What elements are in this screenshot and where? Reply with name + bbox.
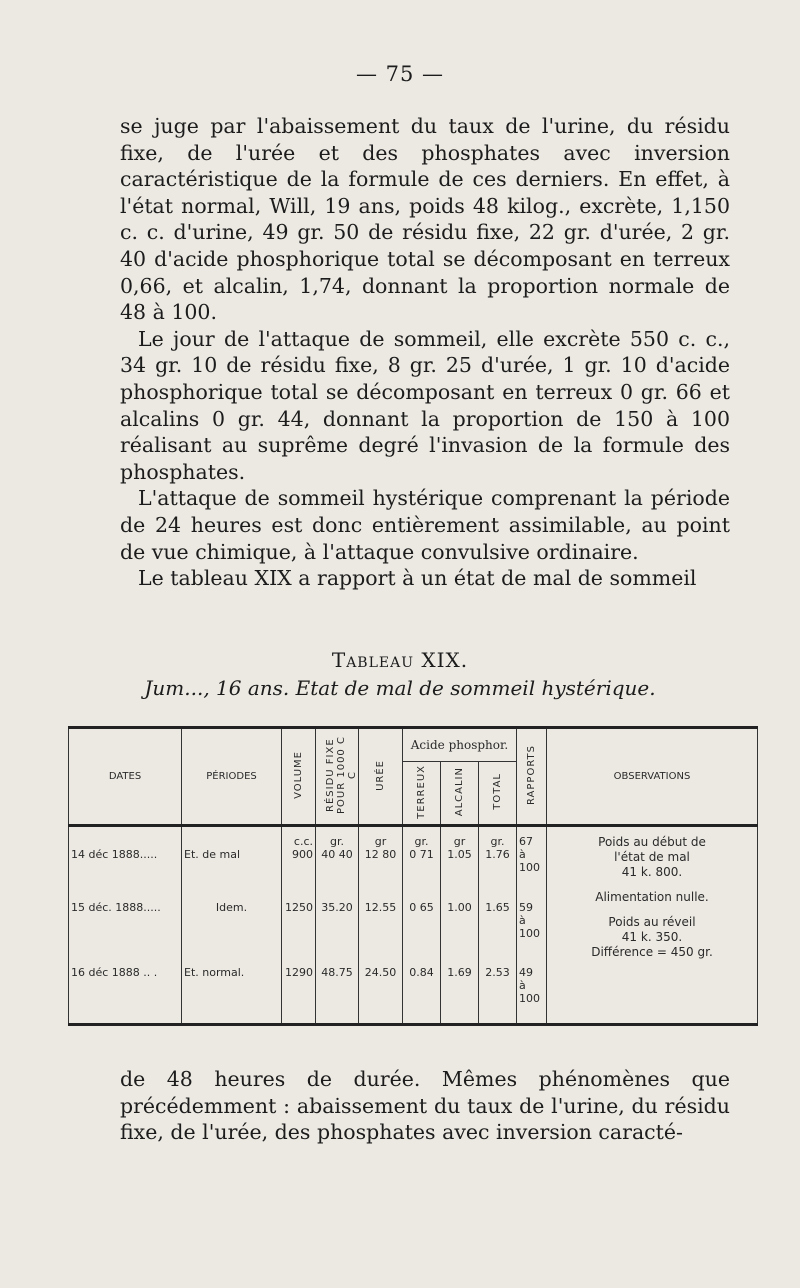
- cell-volume: 1250: [282, 893, 316, 958]
- cell-terreux: 0 65: [403, 893, 441, 958]
- cell-date: 16 déc 1888 .. .: [69, 958, 182, 1023]
- observation-line: Poids au début de: [598, 835, 706, 849]
- header-alcalin: ALCALIN: [441, 762, 479, 826]
- cell-date: 14 déc 1888.....: [69, 826, 182, 893]
- cell-rapport: 67 à 100: [517, 826, 547, 893]
- cell-residu: gr. 40 40: [316, 826, 359, 893]
- cell-uree: 12.55: [359, 893, 403, 958]
- page-number: — 75 —: [355, 62, 445, 86]
- observation-line: l'état de mal: [614, 850, 690, 864]
- header-terreux: TERREUX: [403, 762, 441, 826]
- cell-periode: Idem.: [182, 893, 282, 958]
- header-uree: URÉE: [359, 729, 403, 826]
- cell-terreux: gr. 0 71: [403, 826, 441, 893]
- paragraph: Le jour de l'attaque de sommeil, elle excrète 550 c. c., 34 gr. 10 de résidu fixe, 8 gr. 25 d'urée, 1 gr. 10 d'acide phosphorique total se décomposant en terreux 0 gr. 66 et alcalins 0 gr. 44, donnant la proportion de 150 à 100 réalisant au suprême degré l'invasion de la formule des phosphates.: [120, 326, 730, 484]
- table-row: [69, 826, 758, 893]
- cell-residu: 48.75: [316, 958, 359, 1023]
- cell-alcalin: 1.69: [441, 958, 479, 1023]
- cell-residu: 35.20: [316, 893, 359, 958]
- paragraph: se juge par l'abaissement du taux de l'urine, du résidu fixe, de l'urée et des phosphates avec inversion caractéristique de la formule de ces derniers. En effet, à l'état normal, Will, 19 ans, poids 48 kilog., excrète, 1,150 c. c. d'urine, 49 gr. 50 de résidu fixe, 22 gr. d'urée, 2 gr. 40 d'acide phosphorique total se décomposant en terreux 0,66, et alcalin, 1,74, donnant la proportion normale de 48 à 100.: [120, 114, 730, 325]
- data-table: [68, 726, 758, 1026]
- observation-line: Différence = 450 gr.: [591, 945, 713, 959]
- table-subtitle: Jum..., 16 ans. Etat de mal de sommeil hystérique.: [144, 676, 656, 700]
- cell-periode: Et. normal.: [182, 958, 282, 1023]
- observation-line: Poids au réveil: [608, 915, 696, 929]
- cell-uree: 24.50: [359, 958, 403, 1023]
- cell-total: 2.53: [479, 958, 517, 1023]
- cell-rapport: 49 à 100: [517, 958, 547, 1023]
- cell-date: 15 déc. 1888.....: [69, 893, 182, 958]
- cell-observations: [547, 826, 758, 1024]
- header-dates: DATES: [69, 729, 182, 826]
- cell-rapport: 59 à 100: [517, 893, 547, 958]
- header-volume: VOLUME: [282, 729, 316, 826]
- observation-line: Alimentation nulle.: [595, 890, 709, 904]
- cell-volume: 1290: [282, 958, 316, 1023]
- cell-uree: gr 12 80: [359, 826, 403, 893]
- paragraph: L'attaque de sommeil hystérique comprenant la période de 24 heures est donc entièrement assimilable, au point de vue chimique, à l'attaque convulsive ordinaire.: [120, 486, 730, 564]
- cell-periode: Et. de mal: [182, 826, 282, 893]
- header-acide-phosphorique: Acide phosphor.: [403, 729, 517, 762]
- header-rapports: RAPPORTS: [517, 729, 547, 826]
- cell-total: gr. 1.76: [479, 826, 517, 893]
- body-text-top: [120, 113, 730, 592]
- cell-total: 1.65: [479, 893, 517, 958]
- cell-volume: c.c. 900: [282, 826, 316, 893]
- cell-alcalin: gr 1.05: [441, 826, 479, 893]
- table-title: Tableau XIX.: [331, 648, 469, 672]
- observation-line: 41 k. 350.: [621, 930, 683, 944]
- cell-terreux: 0.84: [403, 958, 441, 1023]
- header-observations: OBSERVATIONS: [547, 729, 758, 826]
- paragraph: Le tableau XIX a rapport à un état de mal de sommeil: [138, 566, 697, 591]
- header-residu: RÉSIDU FIXE POUR 1000 C C: [316, 729, 359, 826]
- paragraph: de 48 heures de durée. Mêmes phénomènes que précédemment : abaissement du taux de l'urine, du résidu fixe, de l'urée, des phosphates avec inversion caracté-: [120, 1067, 730, 1145]
- cell-alcalin: 1.00: [441, 893, 479, 958]
- observation-line: 41 k. 800.: [621, 865, 683, 879]
- header-total: TOTAL: [479, 762, 517, 826]
- body-text-bottom: [120, 1066, 730, 1146]
- header-periodes: PÉRIODES: [182, 729, 282, 826]
